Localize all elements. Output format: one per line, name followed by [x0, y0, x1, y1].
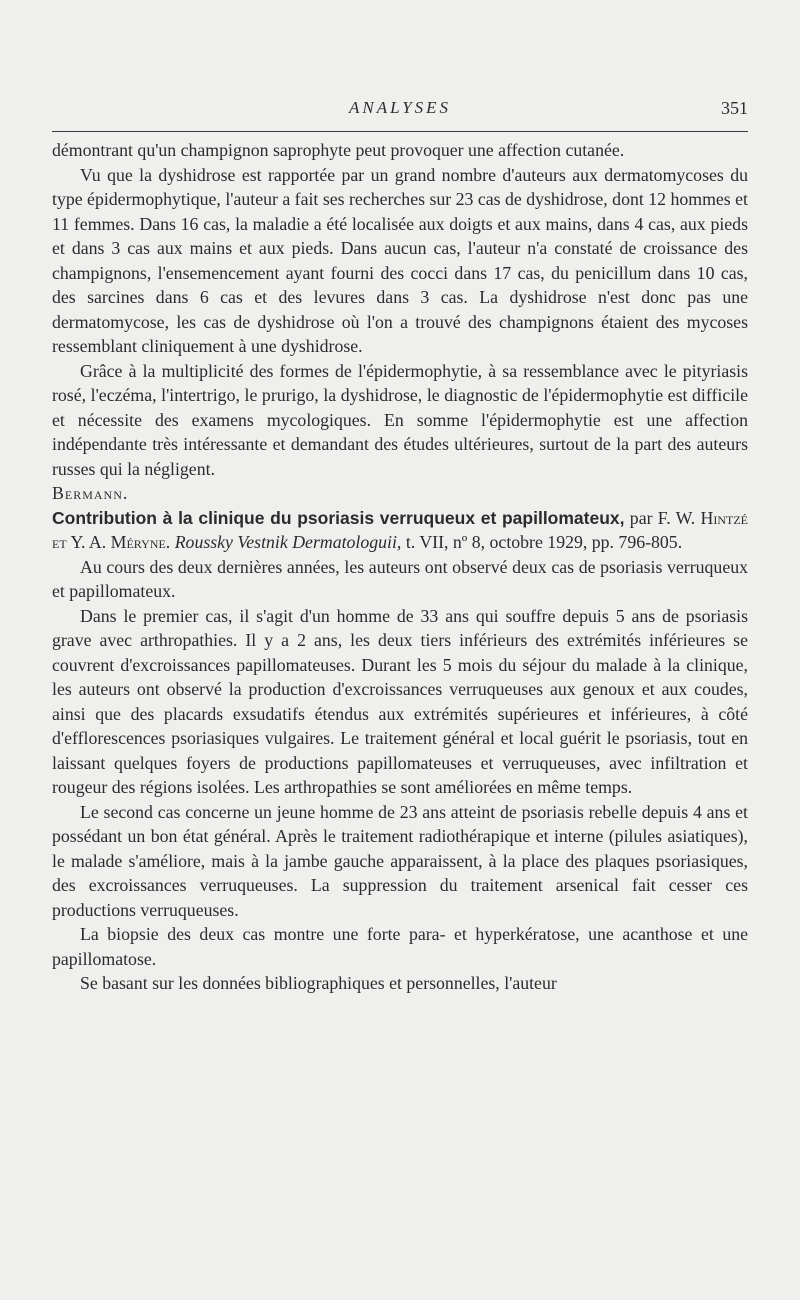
article-heading [52, 506, 748, 555]
header-rule [52, 131, 748, 132]
reviewer-signature: Bermann. [52, 483, 129, 503]
article-paragraph: Dans le premier cas, il s'agit d'un homme de 33 ans qui souffre depuis 5 ans de psoriasis grave avec arthropathies. Il y a 2 ans, les deux tiers inférieurs des extrémités inférieures se couvrent d'excroissances papillomateuses. Durant les 5 mois du séjour du malade à la clinique, les auteurs ont observé la production d'excroissances verruqueuses aux genoux et aux coudes, ainsi que des placards exsudatifs étendus aux extrémités supérieures et inférieures, à côté d'efflorescences psoriasiques vulgaires. Le traitement général et local guérit le psoriasis, tout en laissant quelques foyers de productions papillomateuses et verruqueuses, avec infiltration et rougeur des régions isolées. Les arthropathies se sont améliorées en même temps. [52, 605, 748, 797]
article-paragraph: Au cours des deux dernières années, les auteurs ont observé deux cas de psoriasis verruqueux et papillomateux. [52, 556, 748, 601]
article-paragraph: Le second cas concerne un jeune homme de 23 ans atteint de psoriasis rebelle depuis 4 ans et possédant un bon état général. Après le traitement radiothérapique et interne (pilules asiatiques), le malade s'améliore, mais à la jambe gauche apparaissent, à la place des plaques psoriasiques, des excroissances verruqueuses. La suppression du traitement arsenical fait cesser ces productions verruqueuses. [52, 801, 748, 920]
article-title: Contribution à la clinique du psoriasis verruqueux et papillomateux, [52, 507, 625, 528]
article-paragraph: Se basant sur les données bibliographiques et personnelles, l'auteur [80, 973, 557, 993]
review-paragraph: Vu que la dyshidrose est rapportée par un grand nombre d'auteurs aux dermatomycoses du type épidermophytique, l'auteur a fait ses recherches sur 23 cas de dyshidrose, dont 12 hommes et 11 femmes. Dans 16 cas, la maladie a été localisée aux doigts et aux mains, dans 4 cas, aux pieds et dans 3 cas aux mains et aux pieds. Dans aucun cas, l'auteur n'a constaté de croissance des champignons, l'ensemencement ayant fourni des cocci dans 17 cas, du penicillum dans 10 cas, des sarcines dans 6 cas et des levures dans 3 cas. La dyshidrose n'est donc pas une dermatomycose, les cas de dyshidrose où l'on a trouvé des champignons étaient des mycoses ressemblant cliniquement à une dyshidrose. [52, 164, 748, 356]
article-journal: Roussky Vestnik Dermatologuii, [174, 532, 402, 552]
page-number: 351 [721, 98, 748, 118]
article-authors: F. W. Hintzé et Y. A. Méryne. [52, 507, 749, 552]
review-paragraph: démontrant qu'un champignon saprophyte peut provoquer une affection cutanée. [52, 140, 625, 160]
article-paragraph: La biopsie des deux cas montre une forte para- et hyperkératose, une acanthose et une papillomatose. [52, 924, 748, 969]
review-paragraph: Grâce à la multiplicité des formes de l'épidermophytie, à sa ressemblance avec le pityriasis rosé, l'eczéma, l'intertrigo, le prurigo, la dyshidrose, le diagnostic de l'épidermophytie est difficile et nécessite des examens mycologiques. En somme l'épidermophytie est une affection indépendante très intéressante et demandant des études ultérieures, surtout de la part des auteurs russes qui la négligent. [52, 360, 748, 479]
article-citation: t. VII, nº 8, octobre 1929, pp. 796-805. [405, 532, 683, 552]
article-par: par [629, 507, 653, 528]
page-header [52, 98, 748, 124]
running-head: ANALYSES [348, 98, 452, 117]
page-body [52, 138, 748, 996]
